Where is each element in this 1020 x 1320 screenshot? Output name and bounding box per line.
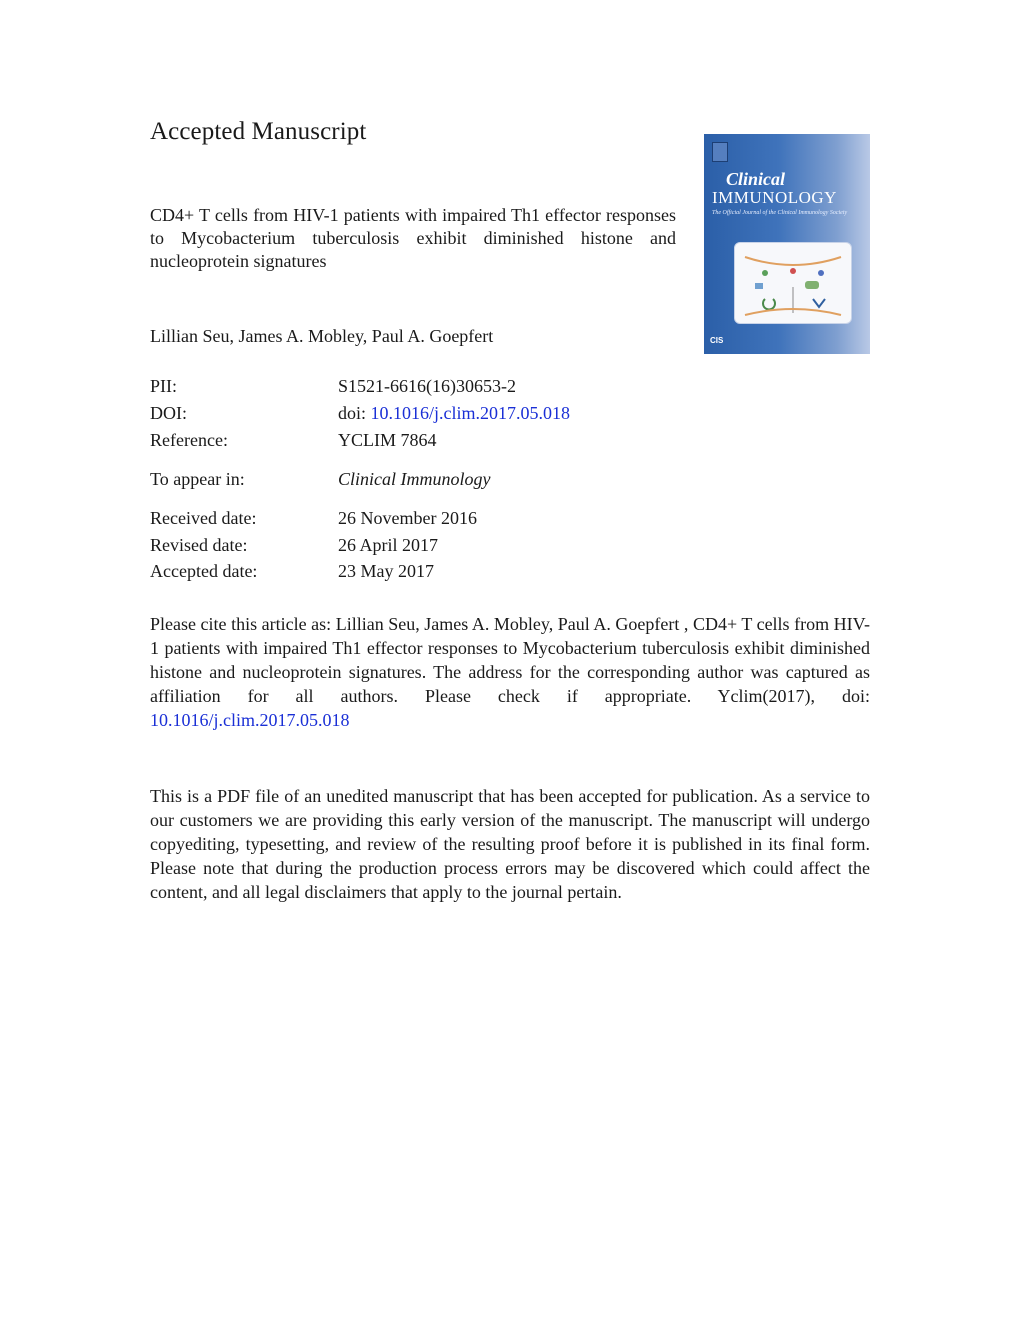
- cover-journal-line1: Clinical: [726, 169, 786, 189]
- cis-logo: CIS: [710, 336, 724, 345]
- journal-cover-image: [704, 134, 870, 354]
- citation-doi-link[interactable]: 10.1016/j.clim.2017.05.018: [150, 710, 350, 730]
- citation-text: Please cite this article as: Lillian Seu, James A. Mobley, Paul A. Goepfert , CD4+ T cells from HIV-1 patients with impaired Th1 effector responses to Mycobacterium tuberculosis exhibit diminished histone and nucleoprotein signatures. The address for the corresponding author was captured as affiliation for all authors. Please check if appropriate. Yclim(2017), doi:: [150, 614, 870, 706]
- revised-label: Revised date:: [150, 535, 248, 555]
- page-header-title: Accepted Manuscript: [150, 118, 367, 145]
- pii-value: S1521-6616(16)30653-2: [338, 376, 516, 396]
- received-label: Received date:: [150, 508, 257, 528]
- cover-journal-title: [712, 170, 862, 208]
- article-title: CD4+ T cells from HIV-1 patients with impaired Th1 effector responses to Mycobacterium tuberculosis exhibit diminished histone and nucleoprotein signatures: [150, 205, 676, 271]
- manuscript-notice: This is a PDF file of an unedited manuscript that has been accepted for publication. As a service to our customers we are providing this early version of the manuscript. The manuscript will undergo copyediting, typesetting, and review of the resulting proof before it is published in its final form. Please note that during the production process errors may be discovered which could affect the content, and all legal disclaimers that apply to the journal pertain.: [150, 786, 870, 902]
- appear-value: Clinical Immunology: [338, 469, 491, 489]
- revised-value: 26 April 2017: [338, 535, 439, 555]
- appear-label: To appear in:: [150, 469, 245, 489]
- citation-paragraph: [150, 612, 870, 732]
- article-authors: Lillian Seu, James A. Mobley, Paul A. Goepfert: [150, 326, 494, 346]
- cover-subtitle: The Official Journal of the Clinical Immunology Society: [712, 210, 848, 216]
- cover-diagram-graphic: [734, 242, 852, 324]
- reference-label: Reference:: [150, 430, 228, 450]
- accepted-value: 23 May 2017: [338, 561, 434, 581]
- accepted-label: Accepted date:: [150, 561, 258, 581]
- elsevier-logo-icon: [712, 142, 728, 162]
- doi-prefix: doi:: [338, 403, 367, 423]
- cover-diagram-icon: [735, 243, 851, 323]
- doi-label: DOI:: [150, 403, 187, 423]
- received-value: 26 November 2016: [338, 508, 477, 528]
- pii-label: PII:: [150, 376, 177, 396]
- doi-link[interactable]: 10.1016/j.clim.2017.05.018: [370, 403, 571, 423]
- reference-value: YCLIM 7864: [338, 430, 437, 450]
- doi-value: [338, 403, 570, 424]
- cover-journal-line2: IMMUNOLOGY: [712, 188, 837, 207]
